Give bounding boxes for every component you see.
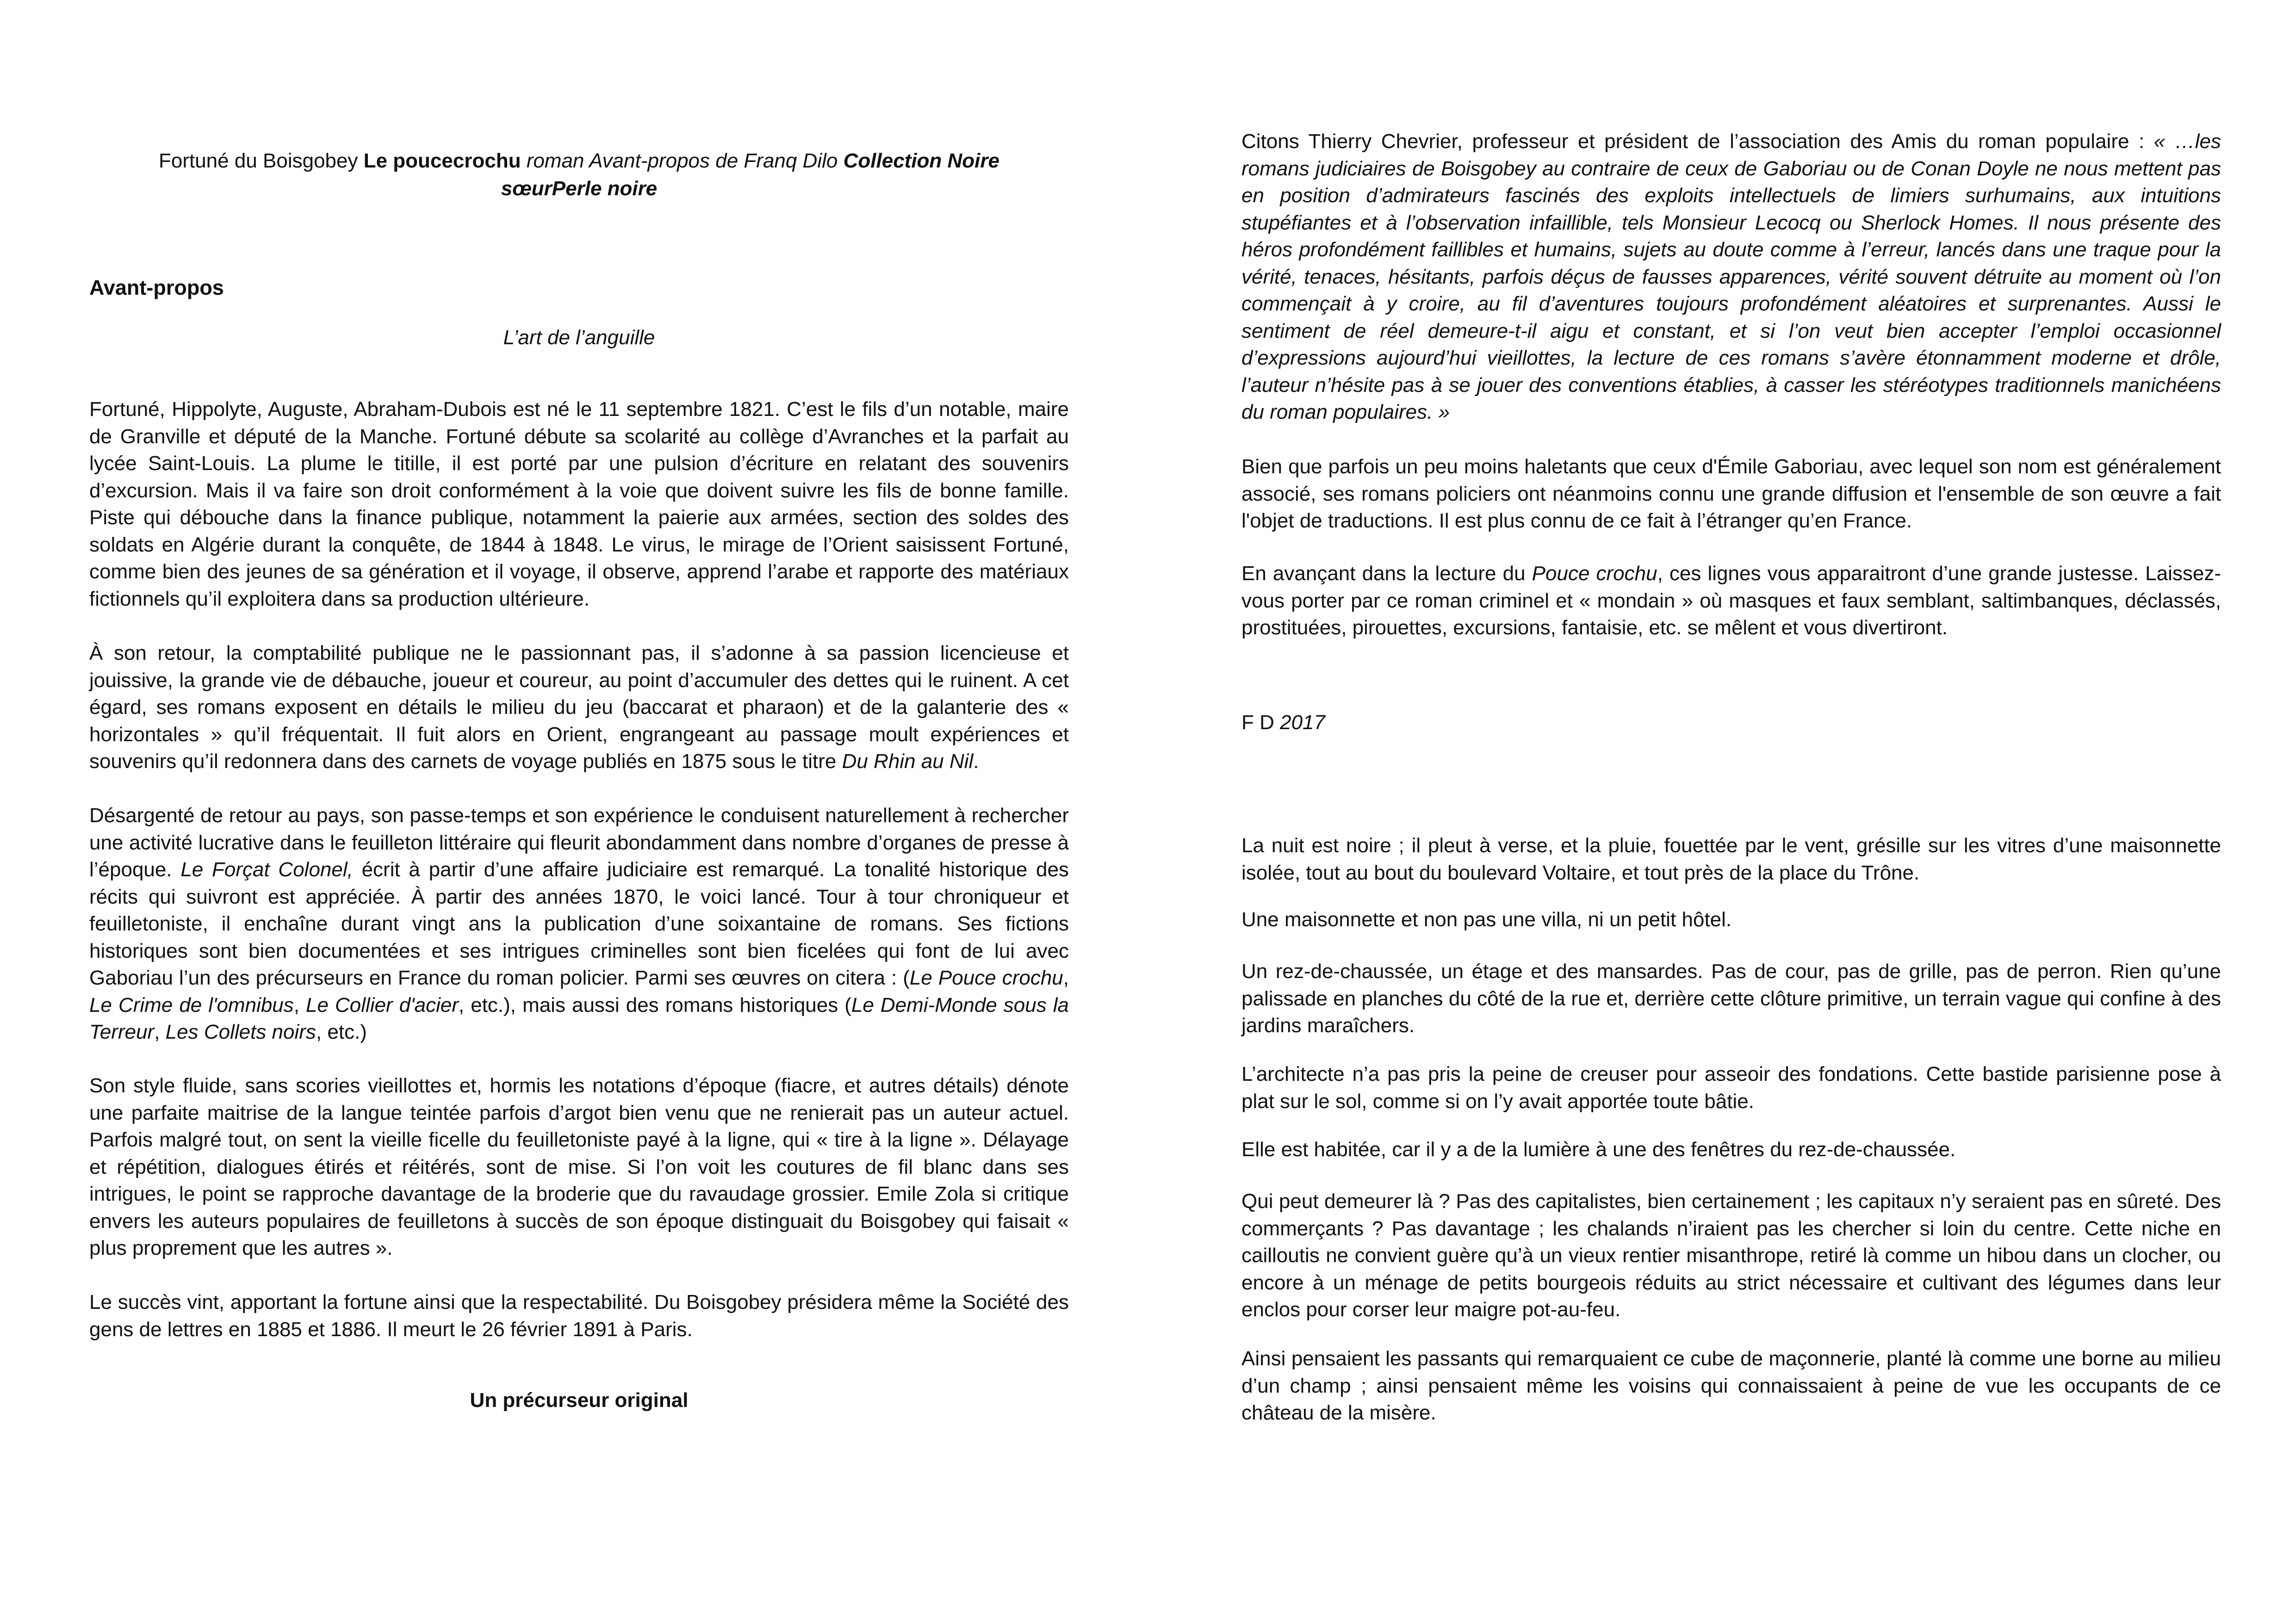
story-paragraph-1: La nuit est noire ; il pleut à verse, et la pluie, fouettée par le vent, grésille sur les vitres d’une maisonnette isolée, tout au bout du boulevard Voltaire, et tout près de la place du Trône.	[1241, 834, 2221, 884]
story-paragraph-5: Elle est habitée, car il y a de la lumière à une des fenêtres du rez-de-chaussée.	[1241, 1138, 1956, 1161]
book-title-pouce-crochu: Le Pouce crochu	[909, 966, 1063, 989]
story-paragraph-2: Une maisonnette et non pas une villa, ni un petit hôtel.	[1241, 908, 1732, 931]
book-title-collets-noirs: Les Collets noirs	[165, 1021, 316, 1043]
story-paragraph-6: Qui peut demeurer là ? Pas des capitalistes, bien certainement ; les capitaux n’y seraient pas en sûreté. Des commerçants ? Pas davantage ; les chalands n’iraient pas les chercher si loin du centre. Cette niche en cailloutis ne convient guère qu’à un vieux rentier misanthrope, retiré là comme un hibou dans un clocher, ou encore à un ménage de petits bourgeois réduits au strict nécessaire et cultivant des légumes dans leur enclos pour corser leur maigre pot-au-feu.	[1241, 1190, 2221, 1321]
paragraph-reading: En avançant dans la lecture du Pouce crochu, ces lignes vous apparaitront d’une grande justesse. Laissez-vous porter par ce roman criminel et « mondain » où masques et faux semblant, saltimbanques, déclassés, prostituées, pirouettes, excursions, fantaisie, etc. se mêlent et vous divertiront.	[1241, 562, 2221, 639]
title-descriptor: roman Avant-propos de Franq Dilo	[526, 149, 838, 172]
section-heading-avant-propos: Avant-propos	[89, 276, 224, 299]
title-series: sœurPerle noire	[501, 177, 658, 200]
title-book: Le poucecrochu	[363, 149, 521, 172]
page-title	[89, 147, 1069, 203]
book-title-du-rhin-au-nil: Du Rhin au Nil	[842, 750, 974, 773]
paragraph-biography-1: Fortuné, Hippolyte, Auguste, Abraham-Dubois est né le 11 septembre 1821. C’est le fils d’un notable, maire de Granville et député de la Manche. Fortuné débute sa scolarité au collège d’Avranches et la parfait au lycée Saint-Louis. La plume le titille, il est porté par une pulsion d’écriture en relatant des souvenirs d’excursion. Mais il va faire son droit conformément à la voie que doivent suivre les fils de bonne famille. Piste qui débouche dans la finance publique, notamment la paierie aux armées, section des soldes des soldats en Algérie durant la conquête, de 1844 à 1848. Le virus, le mirage de l’Orient saisissent Fortuné, comme bien des jeunes de sa génération et il voyage, il observe, apprend l’arabe et rapporte des matériaux fictionnels qu’il exploitera dans sa production ultérieure.	[89, 398, 1069, 610]
book-title-demi-monde: Le Demi-Monde sous la Terreur	[89, 993, 1069, 1043]
title-collection: Collection Noire	[843, 149, 999, 172]
book-title-collier-acier: Le Collier d'acier	[306, 993, 459, 1016]
title-author: Fortuné du Boisgobey	[158, 149, 358, 172]
section-subtitle: L’art de l’anguille	[503, 326, 655, 349]
paragraph-gaboriau: Bien que parfois un peu moins haletants que ceux d'Émile Gaboriau, avec lequel son nom est généralement associé, ses romans policiers ont néanmoins connu une grande diffusion et l'ensemble de son œuvre a fait l'objet de traductions. Il est plus connu de ce fait à l’étranger qu’en France.	[1241, 455, 2221, 532]
paragraph-success: Le succès vint, apportant la fortune ainsi que la respectabilité. Du Boisgobey présidera même la Société des gens de lettres en 1885 et 1886. Il meurt le 26 février 1891 à Paris.	[89, 1291, 1069, 1341]
story-paragraph-7: Ainsi pensaient les passants qui remarquaient ce cube de maçonnerie, planté là comme une borne au milieu d’un champ ; ainsi pensaient même les voisins qui connaissaient à peine de vue les occupants de ce château de la misère.	[1241, 1347, 2221, 1424]
story-paragraph-4: L’architecte n’a pas pris la peine de creuser pour asseoir des fondations. Cette bastide parisienne pose à plat sur le sol, comme si on l’y avait apportée toute bâtie.	[1241, 1063, 2221, 1113]
quote-text: « …les romans judiciaires de Boisgobey au contraire de ceux de Gaboriau ou de Conan Doyle ne nous mettent pas en position d’admirateurs fascinés des exploits intellectuels de limiers surhumains, aux intuitions stupéfiantes et à l’observation infaillible, tels Monsieur Lecocq ou Sherlock Homes. Il nous présente des héros profondément faillibles et humains, sujets au doute comme à l’erreur, lancés dans une traque pour la vérité, tenaces, hésitants, parfois déçus de fausses apparences, vérité souvent détruite au moment où l’on commençait à y croire, au fil d’aventures toujours profondément aléatoires et surprenantes. Aussi le sentiment de réel demeure-t-il aigu et constant, et si l’on veut bien accepter l’emploi occasionnel d’expressions aujourd’hui vieillottes, la lecture de ces romans s’avère étonnamment moderne et drôle, l’auteur n’hésite pas à se jouer des conventions établies, à casser les stéréotypes traditionnels manichéens du roman populaires. »	[1241, 130, 2221, 423]
paragraph-biography-3: Désargenté de retour au pays, son passe-temps et son expérience le conduisent naturellement à rechercher une activité lucrative dans le feuilleton littéraire qui fleurit abondamment dans nombre d’organes de presse à l’époque. Le Forçat Colonel, écrit à partir d’une affaire judiciaire est remarqué. La tonalité historique des récits qui suivront est appréciée. À partir des années 1870, le voici lancé. Tour à tour chroniqueur et feuilletoniste, il enchaîne durant vingt ans la publication d’une soixantaine de romans. Ses fictions historiques sont bien documentées et ses intrigues criminelles sont bien ficelées qui font de lui avec Gaboriau l’un des précurseurs en France du roman policier. Parmi ses œuvres on citera : (Le Pouce crochu, Le Crime de l'omnibus, Le Collier d'acier, etc.), mais aussi des romans historiques (Le Demi-Monde sous la Terreur, Les Collets noirs, etc.)	[89, 804, 1069, 1043]
section-heading-precurseur: Un précurseur original	[470, 1389, 689, 1412]
book-title-forcat-colonel: Le Forçat Colonel,	[180, 858, 353, 881]
book-title-pouce-crochu-ref: Pouce crochu	[1532, 562, 1657, 585]
signature-year: 2017	[1280, 711, 1325, 734]
paragraph-biography-2: À son retour, la comptabilité publique ne le passionnant pas, il s’adonne à sa passion licencieuse et jouissive, la grande vie de débauche, joueur et coureur, au point d’accumuler des dettes qui le ruinent. A cet égard, ses romans exposent en détails le milieu du jeu (baccarat et pharaon) et de la galanterie des « horizontales » qu’il fréquentait. Il fuit alors en Orient, engrangeant au passage moult expériences et souvenirs qu’il redonnera dans des carnets de voyage publiés en 1875 sous le titre Du Rhin au Nil.	[89, 642, 1069, 773]
book-title-crime-omnibus: Le Crime de l'omnibus	[89, 993, 294, 1016]
story-paragraph-3: Un rez-de-chaussée, un étage et des mansardes. Pas de cour, pas de grille, pas de perron. Rien qu’une palissade en planches du côté de la rue et, derrière cette clôture primitive, un terrain vague qui confine à des jardins maraîchers.	[1241, 960, 2221, 1037]
paragraph-chevrier-quote: Citons Thierry Chevrier, professeur et président de l’association des Amis du roman populaire : « …les romans judiciaires de Boisgobey au contraire de ceux de Gaboriau ou de Conan Doyle ne nous mettent pas en position d’admirateurs fascinés des exploits intellectuels de limiers surhumains, aux intuitions stupéfiantes et à l’observation infaillible, tels Monsieur Lecocq ou Sherlock Homes. Il nous présente des héros profondément faillibles et humains, sujets au doute comme à l’erreur, lancés dans une traque pour la vérité, tenaces, hésitants, parfois déçus de fausses apparences, vérité souvent détruite au moment où l’on commençait à y croire, au fil d’aventures toujours profondément aléatoires et surprenantes. Aussi le sentiment de réel demeure-t-il aigu et constant, et si l’on veut bien accepter l’emploi occasionnel d’expressions aujourd’hui vieillottes, la lecture de ces romans s’avère étonnamment moderne et drôle, l’auteur n’hésite pas à se jouer des conventions établies, à casser les stéréotypes traditionnels manichéens du roman populaires. »	[1241, 130, 2221, 423]
paragraph-style: Son style fluide, sans scories vieillottes et, hormis les notations d’époque (fiacre, et autres détails) dénote une parfaite maitrise de la langue teintée parfois d’argot bien venu que ne renierait pas un auteur actuel. Parfois malgré tout, on sent la vieille ficelle du feuilletoniste payé à la ligne, qui « tire à la ligne ». Délayage et répétition, dialogues étirés et réitérés, sont de mise. Si l’on voit les coutures de fil blanc dans ses intrigues, le point se rapproche davantage de la broderie que du ravaudage grossier. Emile Zola si critique envers les auteurs populaires de feuilletons à succès de son époque distinguait du Boisgobey qui faisait « plus proprement que les autres ».	[89, 1074, 1069, 1259]
signature: F D 2017	[1241, 711, 1325, 734]
